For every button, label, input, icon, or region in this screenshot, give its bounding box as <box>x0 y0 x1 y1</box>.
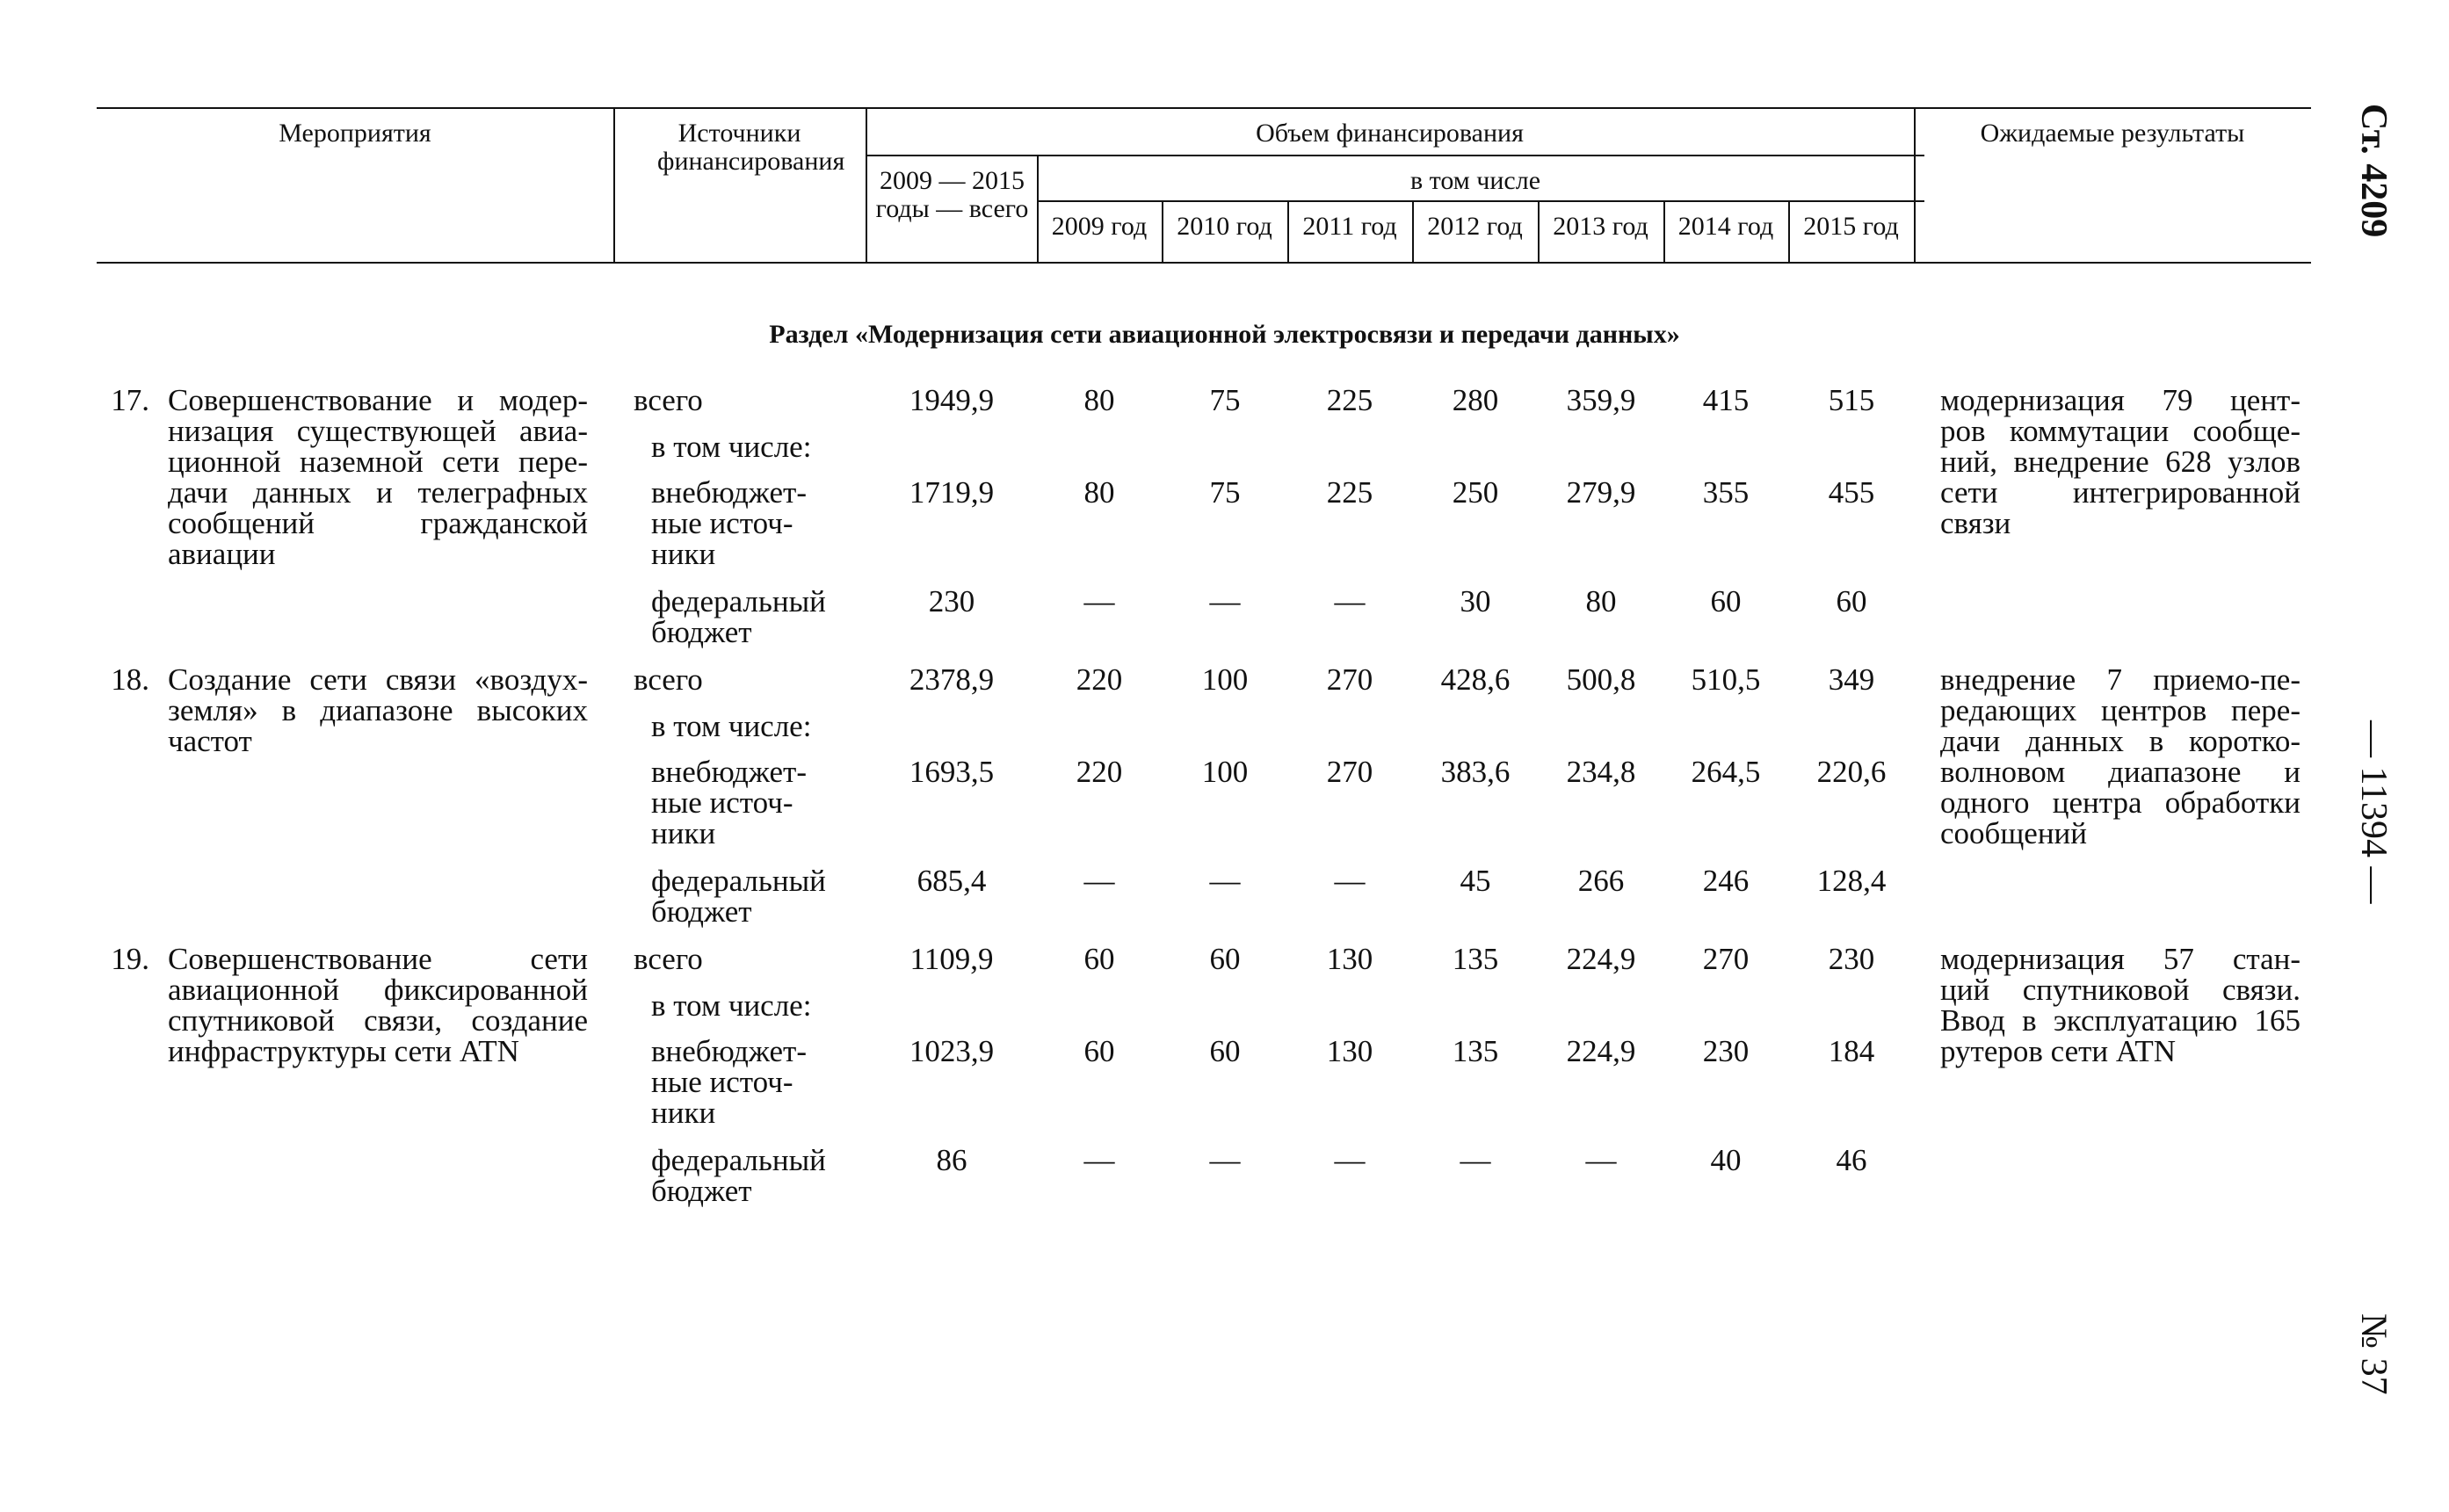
row-number: 17. <box>111 383 149 417</box>
section-title: Раздел «Модернизация сети авиационной электросвязи и передачи данных» <box>769 320 1680 349</box>
year-value: 515 <box>1828 383 1875 417</box>
year-value: 60 <box>1836 584 1867 619</box>
event-line: спутниковой связи, создание <box>168 1003 588 1038</box>
funding-source-line: федеральный <box>651 1143 826 1177</box>
funding-source-line: внебюджет- <box>651 475 807 510</box>
year-value: 349 <box>1828 662 1875 697</box>
year-value: 264,5 <box>1691 755 1761 789</box>
funding-source <box>651 865 826 927</box>
funding-source-line: ные источ- <box>651 785 793 820</box>
header-year: 2015 год <box>1803 212 1899 241</box>
total-value: 1719,9 <box>909 475 995 510</box>
year-value: 60 <box>1710 584 1742 619</box>
doc-number: — 11394 — <box>2353 720 2394 904</box>
year-value: 234,8 <box>1566 755 1636 789</box>
year-value: 128,4 <box>1816 864 1887 898</box>
event-line: дачи данных и телеграфных <box>168 475 588 510</box>
funding-source-line: внебюджет- <box>651 755 807 789</box>
year-value: 224,9 <box>1566 1034 1636 1068</box>
funding-source: в том числе: <box>651 430 812 464</box>
year-value: 30 <box>1460 584 1491 619</box>
year-value: 355 <box>1702 475 1750 510</box>
year-value: 225 <box>1326 475 1373 510</box>
year-value: 270 <box>1326 662 1373 697</box>
total-value: 2378,9 <box>909 662 995 697</box>
funding-source <box>651 586 826 647</box>
funding-source <box>651 1036 807 1128</box>
header-year: 2009 год <box>1051 212 1148 241</box>
header-year: 2014 год <box>1677 212 1774 241</box>
header-year: 2012 год <box>1427 212 1523 241</box>
result-line: ров коммутации сообще- <box>1940 414 2300 448</box>
funding-source <box>651 1145 826 1206</box>
funding-source-line: бюджет <box>651 615 752 649</box>
event-line: частот <box>168 724 252 758</box>
year-value: 80 <box>1083 383 1115 417</box>
funding-source-line: внебюджет- <box>651 1034 807 1068</box>
year-value: 246 <box>1702 864 1750 898</box>
result-line: волновом диапазоне и <box>1940 755 2300 789</box>
event-description <box>168 385 588 569</box>
year-value: — <box>1209 1143 1241 1177</box>
volume-sub-rule <box>866 155 1924 156</box>
header-year: 2013 год <box>1553 212 1648 241</box>
page-ref: Ст. 4209 <box>2353 104 2394 238</box>
year-value: 224,9 <box>1566 942 1636 976</box>
total-value: 1109,9 <box>909 942 994 976</box>
result-line: модернизация 57 стан- <box>1940 942 2300 976</box>
event-line: авиационной фиксированной <box>168 973 588 1007</box>
header-results: Ожидаемые результаты <box>1980 119 2245 148</box>
result-line: связи <box>1940 506 2011 540</box>
year-value: 40 <box>1710 1143 1742 1177</box>
result-line: модернизация 79 цент- <box>1940 383 2300 417</box>
year-value: 383,6 <box>1440 755 1511 789</box>
expected-results <box>1940 944 2300 1067</box>
funding-source-line: ники <box>651 537 716 571</box>
year-value: 270 <box>1326 755 1373 789</box>
year-value: 75 <box>1209 475 1241 510</box>
year-value: 100 <box>1201 755 1249 789</box>
year-value: 220,6 <box>1816 755 1887 789</box>
year-value: 75 <box>1209 383 1241 417</box>
year-value: — <box>1209 584 1241 619</box>
year-value: — <box>1334 584 1366 619</box>
result-line: рутеров сети ATN <box>1940 1034 2176 1068</box>
result-line: внедрение 7 приемо-пе- <box>1940 662 2300 697</box>
year-value: — <box>1083 864 1115 898</box>
year-value: 60 <box>1209 1034 1241 1068</box>
row-number: 19. <box>111 942 149 976</box>
expected-results <box>1940 664 2300 849</box>
year-value: 45 <box>1460 864 1491 898</box>
year-value: — <box>1083 1143 1115 1177</box>
event-line: Совершенствование и модер- <box>168 383 588 417</box>
total-value: 230 <box>928 584 975 619</box>
funding-source-line: ные источ- <box>651 1065 793 1099</box>
year-value: 250 <box>1452 475 1499 510</box>
year-value: 60 <box>1083 942 1115 976</box>
result-line: сети интегрированной <box>1940 475 2300 510</box>
row-number: 18. <box>111 662 149 697</box>
total-value: 685,4 <box>917 864 987 898</box>
year-value: 359,9 <box>1566 383 1636 417</box>
year-value: 130 <box>1326 942 1373 976</box>
funding-source-line: ники <box>651 816 716 850</box>
year-value: 220 <box>1076 755 1123 789</box>
year-value: 280 <box>1452 383 1499 417</box>
issue-number: № 37 <box>2353 1313 2394 1395</box>
year-value: 80 <box>1083 475 1115 510</box>
funding-source: в том числе: <box>651 988 812 1023</box>
total-value: 1949,9 <box>909 383 995 417</box>
event-line: Совершенствование сети <box>168 942 588 976</box>
result-line: дачи данных в коротко- <box>1940 724 2300 758</box>
result-line: сообщений <box>1940 816 2088 850</box>
result-line: Ввод в эксплуатацию 165 <box>1940 1003 2300 1038</box>
header-events: Мероприятия <box>279 119 431 148</box>
result-line: ний, внедрение 628 узлов <box>1940 445 2300 479</box>
event-line: инфраструктуры сети ATN <box>168 1034 519 1068</box>
year-value: — <box>1585 1143 1617 1177</box>
event-description <box>168 664 588 756</box>
funding-source <box>651 756 807 849</box>
year-value: 135 <box>1452 1034 1499 1068</box>
total-value: 1693,5 <box>909 755 995 789</box>
year-value: 455 <box>1828 475 1875 510</box>
year-value: 184 <box>1828 1034 1875 1068</box>
event-line: ционной наземной сети пере- <box>168 445 588 479</box>
result-line: редающих центров пере- <box>1940 693 2300 727</box>
funding-source <box>651 477 807 569</box>
funding-source-line: ные источ- <box>651 506 793 540</box>
year-value: 230 <box>1702 1034 1750 1068</box>
header-incl: в том числе <box>1409 166 1541 195</box>
year-value: 220 <box>1076 662 1123 697</box>
incl-sub-rule <box>1037 200 1924 202</box>
result-line: одного центра обработки <box>1940 785 2300 820</box>
header-year: 2010 год <box>1177 212 1272 241</box>
funding-source: всего <box>634 942 703 976</box>
year-value: 60 <box>1209 942 1241 976</box>
event-line: Создание сети связи «воздух- <box>168 662 588 697</box>
header-sources: Источники финансирования <box>657 119 845 176</box>
year-value: 46 <box>1836 1143 1867 1177</box>
funding-source: в том числе: <box>651 709 812 743</box>
funding-source-line: федеральный <box>651 864 826 898</box>
event-line: сообщений гражданской <box>168 506 588 540</box>
event-line: земля» в диапазоне высоких <box>168 693 588 727</box>
header-year: 2011 год <box>1302 212 1397 241</box>
event-description <box>168 944 588 1067</box>
year-value: 225 <box>1326 383 1373 417</box>
expected-results <box>1940 385 2300 539</box>
result-line: ций спутниковой связи. <box>1940 973 2300 1007</box>
year-value: 270 <box>1702 942 1750 976</box>
event-line: низация существующей авиа- <box>168 414 588 448</box>
funding-source-line: ники <box>651 1096 716 1130</box>
header-total: 2009 — 2015 годы — всего <box>875 166 1029 223</box>
total-value: 86 <box>936 1143 967 1177</box>
event-line: авиации <box>168 537 276 571</box>
header-volume: Объем финансирования <box>1256 119 1524 148</box>
year-value: 80 <box>1585 584 1617 619</box>
year-value: 500,8 <box>1566 662 1636 697</box>
total-value: 1023,9 <box>909 1034 995 1068</box>
year-value: — <box>1334 864 1366 898</box>
year-value: 510,5 <box>1691 662 1761 697</box>
funding-source-line: бюджет <box>651 894 752 929</box>
funding-source-line: федеральный <box>651 584 826 619</box>
funding-source-line: бюджет <box>651 1174 752 1208</box>
year-value: 130 <box>1326 1034 1373 1068</box>
funding-source: всего <box>634 662 703 697</box>
year-value: 60 <box>1083 1034 1115 1068</box>
year-value: — <box>1083 584 1115 619</box>
header-bottom-rule <box>97 262 2311 264</box>
year-value: 415 <box>1702 383 1750 417</box>
year-value: 266 <box>1577 864 1625 898</box>
year-value: — <box>1460 1143 1491 1177</box>
header-top-rule <box>97 107 2311 109</box>
year-value: 135 <box>1452 942 1499 976</box>
year-value: — <box>1209 864 1241 898</box>
funding-source: всего <box>634 383 703 417</box>
year-value: 230 <box>1828 942 1875 976</box>
year-value: 279,9 <box>1566 475 1636 510</box>
year-value: — <box>1334 1143 1366 1177</box>
year-value: 100 <box>1201 662 1249 697</box>
year-value: 428,6 <box>1440 662 1511 697</box>
